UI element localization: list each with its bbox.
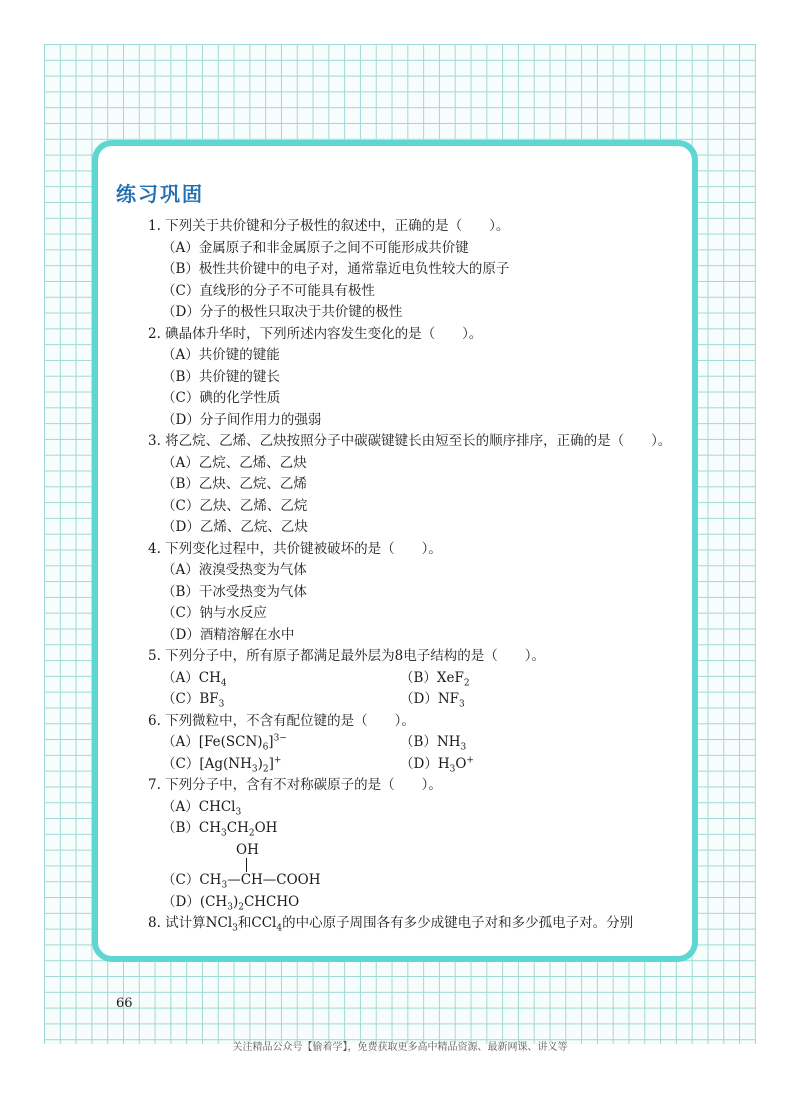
option: （D）分子的极性只取决于共价键的极性 — [162, 304, 403, 320]
option: （D）分子间作用力的强弱 — [162, 411, 322, 428]
question-stem: 3. 将乙烷、乙烯、乙炔按照分子中碳碳键键长由短至长的顺序排序，正确的是（ ）。 — [148, 433, 672, 449]
option: （A）金属原子和非金属原子之间不可能形成共价键 — [162, 239, 469, 256]
question-stem: 6. 下列微粒中，不含有配位键的是（ ）。 — [148, 712, 415, 729]
option: （B）乙炔、乙烷、乙烯 — [162, 476, 307, 492]
section-title: 练习巩固 — [116, 182, 204, 206]
option-row — [148, 668, 688, 690]
option: $(B)NH_3$ — [400, 734, 467, 753]
option: $(D)H_3O^+$ — [400, 755, 474, 775]
option: （C）钠与水反应 — [162, 605, 267, 621]
option: （C）乙炔、乙烯、乙烷 — [162, 497, 308, 514]
option: （A）液溴受热变为气体 — [162, 562, 307, 578]
question-stem: 5. 下列分子中，所有原子都满足最外层为8电子结构的是（ ）。 — [148, 648, 546, 664]
option: $(C)BF_3$ — [162, 691, 225, 710]
question-stem: 7. 下列分子中，含有不对称碳原子的是（ ）。 — [148, 777, 442, 793]
option: （C）碘的化学性质 — [162, 390, 281, 406]
question-stem: 1. 下列关于共价键和分子极性的叙述中，正确的是（ ）。 — [148, 218, 510, 234]
option: （B）共价键的键长 — [162, 368, 280, 385]
option: （A）乙烷、乙烯、乙炔 — [162, 454, 307, 471]
option-row — [148, 754, 688, 776]
option: $(A)CH_4$ — [162, 669, 227, 689]
option-structural-formula — [148, 840, 688, 892]
option: $(C)[Ag(NH_3)_2]^+$ — [162, 755, 282, 775]
option-row — [148, 689, 688, 711]
option: （B）极性共价键中的电子对，通常靠近电负性较大的原子 — [162, 261, 510, 277]
option: （C）直线形的分子不可能具有极性 — [162, 282, 375, 299]
option: （B）XeF$_2$ — [400, 669, 470, 689]
option: $(C)CH_3—CH—COOH$ — [162, 871, 321, 891]
option: （D）乙烯、乙烷、乙炔 — [162, 519, 308, 535]
footer-note: 关注精品公众号【偷着学】，免费获取更多高中精品资源、最新网课、讲义等 — [232, 1042, 568, 1053]
option: （B）干冰受热变为气体 — [162, 583, 307, 600]
option: $(D)NF_3$ — [400, 691, 465, 710]
question-stem: 4. 下列变化过程中，共价键被破坏的是（ ）。 — [148, 540, 442, 557]
option: $(D)(CH_3)_2CHCHO$ — [162, 893, 300, 913]
hydroxyl-group: OH — [236, 841, 259, 858]
option-row — [148, 732, 688, 754]
option: （A）CHCl$_3$ — [162, 798, 242, 818]
option: （A）共价键的键能 — [162, 347, 280, 363]
option: $(B)CH_3CH_2OH$ — [162, 820, 278, 839]
question-stem: 8. 试计算NCl$_3$和CCl$_4$的中心原子周围各有多少成键电子对和多少孤电子对。分别 — [148, 915, 634, 934]
page-number: 66 — [116, 996, 133, 1011]
option: $(A)[Fe(SCN)_6]^{3-}$ — [162, 733, 287, 753]
option: （D）酒精溶解在水中 — [162, 626, 295, 643]
question-list — [148, 216, 688, 935]
question-stem: 2. 碘晶体升华时，下列所述内容发生变化的是（ ）。 — [148, 325, 483, 342]
